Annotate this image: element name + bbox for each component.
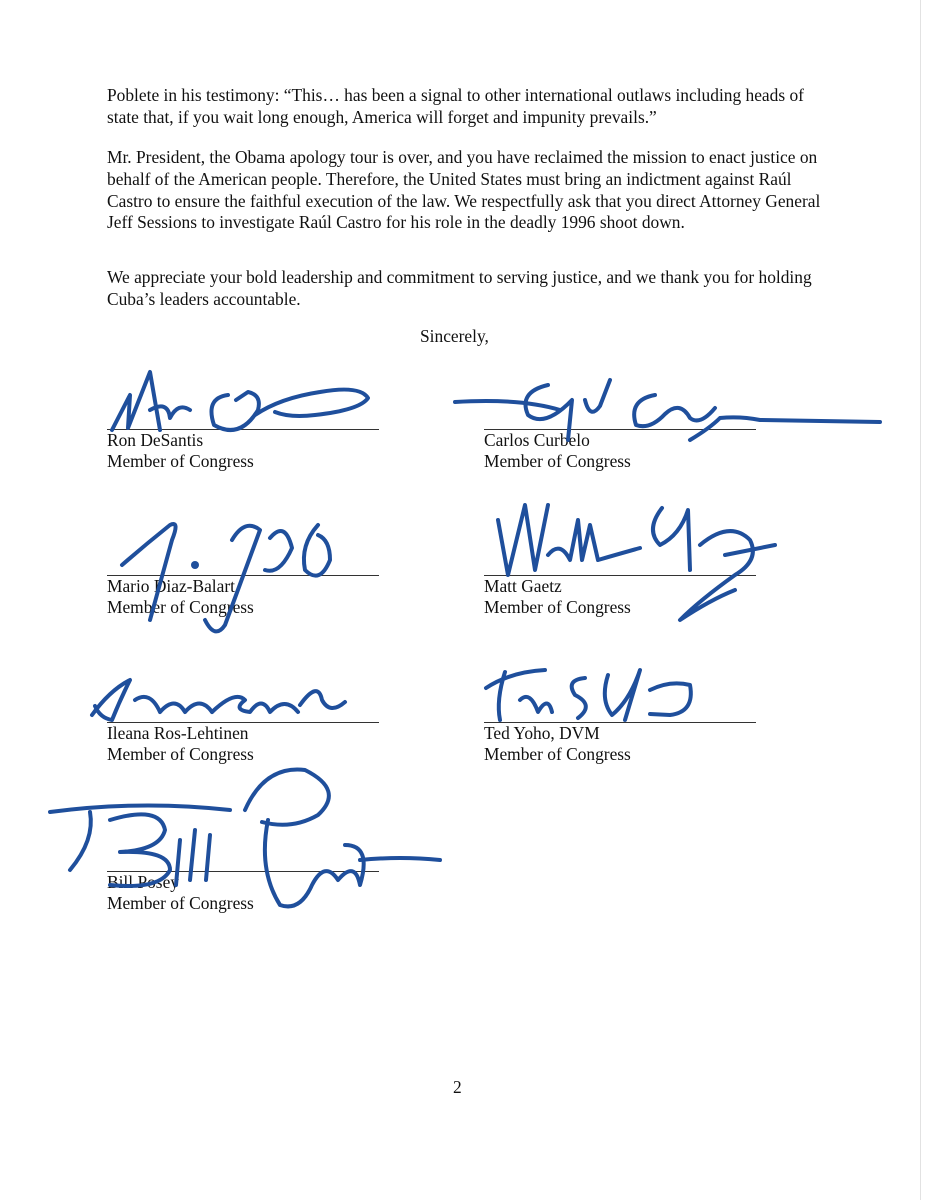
signature-block-posey: [107, 871, 379, 914]
signatory-name: Mario Diaz-Balart: [107, 576, 235, 596]
signatory-title: Member of Congress: [484, 451, 631, 471]
signatory-name: Bill Posey: [107, 872, 179, 892]
signature-ros-lehtinen: [92, 680, 345, 720]
signatory-name: Carlos Curbelo: [484, 430, 590, 450]
signatory-name: Ted Yoho, DVM: [484, 723, 600, 743]
signature-block-diaz-balart: [107, 575, 379, 618]
signatory-name: Ileana Ros-Lehtinen: [107, 723, 249, 743]
signatory-title: Member of Congress: [484, 597, 631, 617]
signature-block-desantis: [107, 429, 379, 472]
signature-yoho: [486, 670, 691, 720]
signatory-title: Member of Congress: [107, 451, 254, 471]
signatory-title: Member of Congress: [107, 893, 254, 913]
signature-block-ros-lehtinen: [107, 722, 379, 765]
signatory-title: Member of Congress: [107, 744, 254, 764]
signatory-title: Member of Congress: [107, 597, 254, 617]
body-paragraph-3: We appreciate your bold leadership and commitment to serving justice, and we thank you for holding Cuba’s leaders accountable.: [107, 267, 812, 309]
closing-salutation: Sincerely,: [420, 326, 489, 346]
signatory-title: Member of Congress: [484, 744, 631, 764]
body-paragraph-2: Mr. President, the Obama apology tour is over, and you have reclaimed the mission to enact justice on behalf of the American people. Therefore, the United States must bring an indictment against Raúl Castro to ensure the faithful execution of the law. We respectfully ask that you direct Attorney General Jeff Sessions to investigate Raúl Castro for his role in the deadly 1996 shoot down.: [107, 147, 821, 233]
page-number: 2: [453, 1077, 462, 1097]
signature-block-curbelo: [484, 429, 756, 472]
body-paragraph-1: Poblete in his testimony: “This… has been a signal to other international outlaws including heads of state that, if you wait long enough, America will forget and impunity prevails.”: [107, 85, 804, 127]
page-edge: [920, 0, 921, 1200]
signature-block-yoho: [484, 722, 756, 765]
signature-block-gaetz: [484, 575, 756, 618]
signatory-name: Matt Gaetz: [484, 576, 562, 596]
signature-desantis: [112, 372, 368, 430]
signatory-name: Ron DeSantis: [107, 430, 204, 450]
